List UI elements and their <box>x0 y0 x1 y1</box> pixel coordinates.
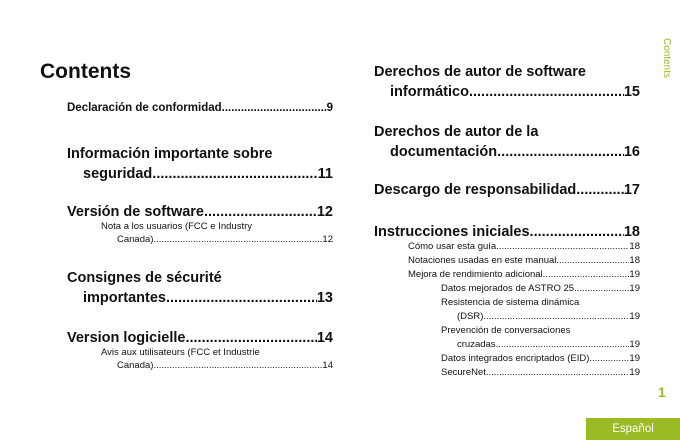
toc-entry[interactable] <box>374 122 640 162</box>
toc-entry-title: (DSR) <box>457 310 484 322</box>
toc-entry[interactable] <box>67 268 333 308</box>
dot-leader <box>469 82 624 102</box>
toc-entry[interactable] <box>374 282 640 296</box>
toc-entry-title: Información importante sobre <box>67 146 273 162</box>
toc-entry-title: Cómo usar esta guía <box>408 241 497 252</box>
toc-entry-title: Derechos de autor de la <box>374 124 539 140</box>
toc-entry-title: importantes <box>83 290 166 306</box>
toc-page-number: 9 <box>326 102 333 114</box>
toc-entry[interactable] <box>374 366 640 380</box>
toc-entry-title: SecureNet <box>441 367 486 378</box>
toc-page-number: 18 <box>629 255 640 266</box>
toc-entry-title: Datos integrados encriptados (EID) <box>441 353 590 364</box>
dot-leader <box>153 359 322 372</box>
toc-entry-title: Version logicielle <box>67 330 186 346</box>
toc-entry[interactable] <box>67 220 333 246</box>
toc-page-number: 12 <box>316 204 333 220</box>
toc-entry-title: seguridad <box>83 166 153 182</box>
toc-entry[interactable] <box>67 346 333 372</box>
toc-entry-title: Instrucciones iniciales <box>374 224 530 240</box>
toc-entry[interactable] <box>67 100 333 116</box>
dot-leader <box>574 282 629 296</box>
toc-page-number: 14 <box>322 360 333 371</box>
language-tab: Español <box>586 418 680 440</box>
dot-leader <box>496 338 630 352</box>
toc-entry[interactable] <box>374 268 640 282</box>
toc-entry-title: Avis aux utilisateurs (FCC et Industrie <box>101 347 260 358</box>
toc-page-number: 19 <box>629 353 640 364</box>
toc-entry-title: Derechos de autor de software <box>374 64 586 80</box>
toc-page-number: 13 <box>316 290 333 306</box>
dot-leader <box>152 164 317 184</box>
dot-leader <box>589 352 629 366</box>
toc-entry-title: Canada) <box>117 360 154 371</box>
dot-leader <box>185 328 316 348</box>
dot-leader <box>204 202 317 222</box>
dot-leader <box>153 233 322 246</box>
toc-page-number: 19 <box>629 269 640 280</box>
page-title: Contents <box>40 60 131 83</box>
toc-page-number: 11 <box>317 166 333 182</box>
dot-leader <box>222 100 327 116</box>
toc-entry[interactable] <box>374 62 640 102</box>
toc-entry[interactable] <box>374 254 640 268</box>
toc-entry-title: Declaración de conformidad <box>67 102 222 114</box>
toc-entry[interactable] <box>374 240 640 254</box>
dot-leader <box>496 240 629 254</box>
dot-leader <box>576 180 624 200</box>
dot-leader <box>556 254 629 268</box>
toc-entry-title: Datos mejorados de ASTRO 25 <box>441 283 575 294</box>
toc-entry-title: Mejora de rendimiento adicional <box>408 269 543 280</box>
toc-entry-title: Descargo de responsabilidad <box>374 182 577 198</box>
toc-entry[interactable] <box>67 202 333 222</box>
toc-page-number: 14 <box>316 330 333 346</box>
dot-leader <box>486 366 630 380</box>
toc-entry-title: Notaciones usadas en este manual <box>408 255 557 266</box>
dot-leader <box>497 142 624 162</box>
toc-entry-title: Canada) <box>117 234 154 245</box>
dot-leader <box>543 268 630 282</box>
toc-entry-title: informático <box>390 84 469 100</box>
dot-leader <box>530 222 624 242</box>
toc-page-number: 16 <box>623 144 640 160</box>
dot-leader <box>483 310 629 324</box>
toc-entry[interactable] <box>374 352 640 366</box>
toc-entry-title: Nota a los usuarios (FCC e Industry <box>101 221 253 232</box>
toc-entry-title: Consignes de sécurité <box>67 270 222 286</box>
toc-entry[interactable] <box>67 328 333 348</box>
toc-entry-title: documentación <box>390 144 498 160</box>
toc-entry-title: Resistencia de sistema dinámica <box>441 297 580 308</box>
toc-page-number: 19 <box>629 310 640 322</box>
toc-page-number: 12 <box>322 234 333 245</box>
toc-entry-title: Versión de software <box>67 204 204 220</box>
toc-page-number: 19 <box>629 367 640 378</box>
toc-page-number: 18 <box>623 224 640 240</box>
dot-leader <box>166 288 317 308</box>
side-section-label: Contents <box>661 38 672 79</box>
toc-entry[interactable] <box>374 296 640 323</box>
toc-entry[interactable] <box>374 324 640 351</box>
page-number: 1 <box>658 384 666 400</box>
toc-page-number: 19 <box>629 338 640 350</box>
toc-entry[interactable] <box>374 180 640 200</box>
toc-entry-title: Prevención de conversaciones <box>441 325 571 336</box>
toc-page-number: 17 <box>623 182 640 198</box>
toc-entry[interactable] <box>374 222 640 242</box>
toc-entry[interactable] <box>67 144 333 184</box>
toc-entry-title: cruzadas <box>457 338 496 350</box>
toc-page-number: 15 <box>623 84 640 100</box>
toc-page-number: 18 <box>629 241 640 252</box>
toc-page-number: 19 <box>629 283 640 294</box>
